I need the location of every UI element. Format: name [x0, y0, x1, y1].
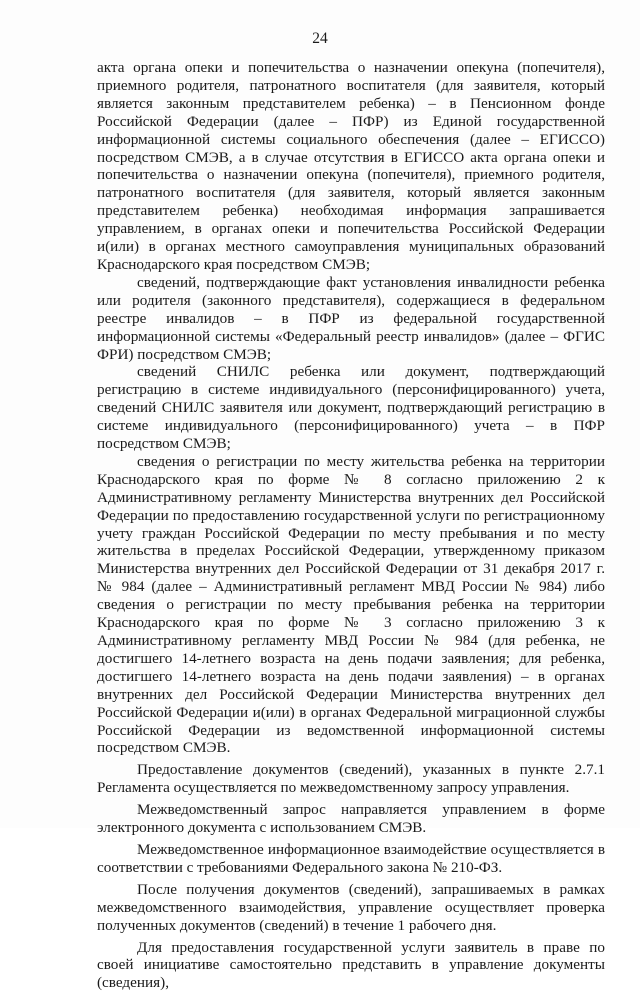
document-body — [97, 59, 605, 992]
paragraph-registration-info: сведения о регистрации по месту жительства ребенка на территории Краснодарского края по форме № 8 согласно приложению 2 к Административному регламенту Министерства внутренних дел Российской Федерации по предоставлению государственной услуги по регистрационному учету граждан Российской Федерации по месту пребывания и по месту жительства в пределах Российской Федерации, утвержденному приказом Министерства внутренних дел Российской Федерации от 31 декабря 2017 г. № 984 (далее – Административный регламент МВД России № 984) либо сведения о регистрации по месту пребывания ребенка на территории Краснодарского края по форме № 3 согласно приложению 3 к Административному регламенту МВД России № 984 (для ребенка, не достигшего 14-летнего возраста на день подачи заявления; для ребенка, достигшего 14-летнего возраста на день подачи заявления) – в органах внутренних дел Российской Федерации Министерства внутренних дел Российской Федерации и(или) в органах Федеральной миграционной службы Российской Федерации из ведомственной информационной системы посредством СМЭВ. — [97, 453, 605, 757]
paragraph-interagency-request: Межведомственный запрос направляется управлением в форме электронного документа с использованием СМЭВ. — [97, 801, 605, 837]
paragraph-snils-info: сведений СНИЛС ребенка или документ, подтверждающий регистрацию в системе индивидуального (персонифицированного) учета, сведений СНИЛС заявителя или документ, подтверждающий регистрацию в системе индивидуального (персонифицированного) учета – в ПФР посредством СМЭВ; — [97, 363, 605, 453]
paragraph-disability-info: сведений, подтверждающие факт установления инвалидности ребенка или родителя (законного представителя), содержащиеся в федеральном реестре инвалидов – в ПФР из федеральной государственной информационной системы «Федеральный реестр инвалидов» (далее – ФГИС ФРИ) посредством СМЭВ; — [97, 274, 605, 364]
page-number: 24 — [0, 30, 640, 48]
paragraph-documents-provision: Предоставление документов (сведений), указанных в пункте 2.7.1 Регламента осуществляется по межведомственному запросу управления. — [97, 761, 605, 797]
paragraph-applicant-initiative: Для предоставления государственной услуги заявитель в праве по своей инициативе самостоятельно представить в управление документы (сведения), — [97, 939, 605, 992]
paragraph-guardianship-act: акта органа опеки и попечительства о назначении опекуна (попечителя), приемного родителя, патронатного воспитателя (для заявителя, который является законным представителем ребенка) – в Пенсионном фонде Российской Федерации (далее – ПФР) из Единой государственной информационной системы социального обеспечения (далее – ЕГИССО) посредством СМЭВ, а в случае отсутствия в ЕГИССО акта органа опеки и попечительства о назначении опекуна (попечителя), приемного родителя, патронатного воспитателя (для заявителя, который является законным представителем ребенка) необходимая информация запрашивается управлением, в органах опеки и попечительства Российской Федерации и(или) в органах местного самоуправления муниципальных образований Краснодарского края посредством СМЭВ; — [97, 59, 605, 274]
paragraph-documents-check: После получения документов (сведений), запрашиваемых в рамках межведомственного взаимодействия, управление осуществляет проверка полученных документов (сведений) в течение 1 рабочего дня. — [97, 881, 605, 935]
paragraph-interagency-interaction: Межведомственное информационное взаимодействие осуществляется в соответствии с требованиями Федерального закона № 210-ФЗ. — [97, 841, 605, 877]
